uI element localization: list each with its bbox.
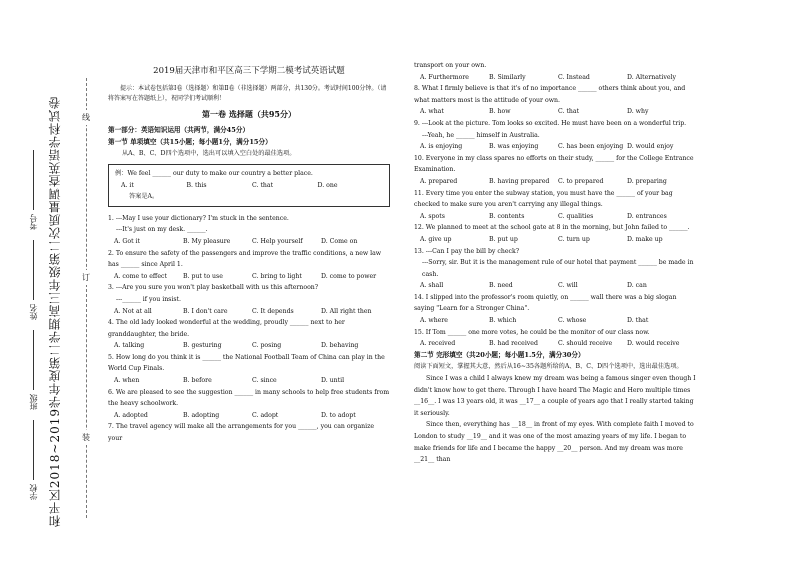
option[interactable]: A. spots	[420, 212, 445, 220]
question-text-2: ---Sorry, sir. But it is the management rule of our hotel that payment ______ be made in cash.	[422, 259, 694, 278]
question-9	[414, 118, 696, 153]
seal-dashed-line	[86, 78, 87, 518]
question-14	[414, 292, 696, 327]
option[interactable]: B. before	[183, 377, 212, 385]
option[interactable]: A. give up	[420, 235, 452, 243]
option[interactable]: C. to prepared	[558, 177, 604, 185]
option: D. one	[317, 181, 338, 189]
option[interactable]: D. make up	[627, 235, 663, 243]
question-text: 9. ---Look at the picture. Tom looks so excited. He must have been on a wonderful trip.	[414, 119, 687, 127]
seal-mark-stick: 装	[82, 430, 90, 445]
option[interactable]: D. come to power	[321, 272, 377, 280]
option[interactable]: D. entrances	[627, 212, 667, 220]
field-id[interactable]: 考号	[28, 150, 39, 230]
option[interactable]: C. posing	[252, 342, 282, 350]
option[interactable]: C. turn up	[558, 235, 590, 243]
option[interactable]: D. to adopt	[321, 411, 356, 419]
example-answer: 答案是A。	[129, 193, 159, 201]
option[interactable]: D. why	[627, 108, 649, 116]
question-text: 7. The travel agency will make all the arrangements for you ______, you can organize your	[108, 423, 375, 443]
question-text-2: ---Yeah, he ______ himself in Australia.	[422, 131, 540, 139]
right-column	[414, 60, 696, 466]
option[interactable]: A. Got it	[114, 237, 140, 245]
part-one-title: 第一卷 选择题（共95分）	[202, 108, 296, 119]
option[interactable]: B. Similarly	[489, 73, 526, 81]
option[interactable]: A. Furthermore	[420, 73, 469, 81]
exam-note: 提示：本试卷包括第Ⅰ卷（选择题）和第Ⅱ卷（非选择题）两部分，共130分。考试时间100分钟。（请将答案写在答题纸上），祝同学们考试顺利！	[108, 84, 387, 102]
question-options	[108, 271, 390, 283]
option[interactable]: A. prepared	[420, 177, 458, 185]
option[interactable]: C. since	[252, 377, 277, 385]
question-text: 1. ---May I use your dictionary? I'm stuck in the sentence.	[108, 214, 289, 222]
option[interactable]: B. My pleasure	[183, 237, 231, 245]
question-5	[108, 352, 390, 387]
question-11	[414, 188, 696, 223]
option[interactable]: C. will	[558, 282, 578, 290]
question-text: 8. What I firmly believe is that it's of no importance ______ others think about you, and what matters most is the attitude of your own.	[414, 85, 686, 104]
question-13	[414, 246, 696, 292]
option[interactable]: C. adopt	[252, 411, 279, 419]
option[interactable]: D. Alternatively	[627, 73, 676, 81]
option[interactable]: D. would enjoy	[627, 143, 674, 151]
seal-mark-line: 线	[82, 110, 90, 125]
question-text: 13. ---Can I pay the bill by check?	[414, 247, 520, 255]
option[interactable]: A. Not at all	[114, 307, 152, 315]
left-column	[108, 60, 390, 445]
question-15	[414, 327, 696, 350]
question-options	[414, 141, 696, 153]
question-4	[108, 317, 390, 352]
question-options	[414, 338, 696, 350]
field-school[interactable]: 学校	[28, 420, 39, 500]
field-name[interactable]: 姓名	[28, 240, 39, 320]
question-text: 4. The old lady looked wonderful at the wedding, proudly ______ next to her granddaughter, the bride.	[108, 319, 345, 338]
question-8	[414, 83, 696, 118]
option[interactable]: B. having prepared	[489, 177, 550, 185]
question-options	[414, 211, 696, 223]
question-10	[414, 153, 696, 188]
binding-margin	[0, 0, 100, 562]
question-1	[108, 213, 390, 248]
question-text: 15. If Tom ______ one more votes, he could be the monitor of our class now.	[414, 328, 650, 336]
question-7-options	[414, 72, 696, 84]
section-one-heading: 第一部分：英语知识运用（共两节，满分45分）	[108, 126, 250, 135]
seal-mark-bind: 订	[82, 270, 90, 285]
question-text: 3. ---Are you sure you won't play basketball with us this afternoon?	[108, 284, 319, 292]
option[interactable]: B. adopting	[183, 411, 220, 419]
option[interactable]: B. how	[489, 108, 511, 116]
option[interactable]: A. received	[420, 340, 456, 348]
question-options	[108, 306, 390, 318]
option[interactable]: A. when	[114, 377, 140, 385]
question-7-continued: transport on your own.	[414, 62, 487, 69]
passage-paragraph-1: Since I was a child I always knew my dream was being a famous singer even though I didn't know how to get there. Through I have heard The Magic and Hero multiple times __16__. I was 13 years old, it was __17__ a couple of years ago that I really started taking it seriously.	[414, 375, 696, 417]
passage-paragraph-2: Since then, everything has __18__ in front of my eyes. With complete faith I moved to London to study __19__ and it was one of the most amazing years of my life. I began to make friends for life and I became the happy __20__ person. And my dream was more __21__ than	[414, 421, 694, 464]
section-two-instructions: 阅读下面短文，掌握其大意，然后从16~35各题所给的A、B、C、D四个选项中，选出最佳选项。	[414, 363, 683, 371]
question-options	[414, 315, 696, 327]
example-options	[115, 180, 383, 192]
option[interactable]: D. can	[627, 282, 647, 290]
question-text: 5. How long do you think it is ______ the National Football Team of China can play in the World Cup Finals.	[108, 353, 385, 373]
field-class[interactable]: 班级	[28, 330, 39, 410]
question-2	[108, 248, 390, 283]
question-options	[108, 340, 390, 352]
question-options	[414, 176, 696, 188]
option[interactable]: B. I don't care	[183, 307, 228, 315]
option[interactable]: D. behaving	[321, 342, 359, 350]
option[interactable]: D. Come on	[321, 237, 358, 245]
option[interactable]: A. what	[420, 108, 444, 116]
question-options	[414, 234, 696, 246]
question-text: 14. I slipped into the professor's room quietly, on ______ wall there was a big slogan saying "Learn for a Stronger China".	[414, 293, 677, 313]
option[interactable]: C. Help yourself	[252, 237, 303, 245]
example-box	[108, 164, 390, 207]
section-two-heading: 第二节 完形填空（共20小题；每小题1.5分，满分30分）	[414, 350, 585, 359]
question-7	[108, 421, 390, 444]
question-3	[108, 282, 390, 317]
option[interactable]: A. talking	[114, 342, 145, 350]
option[interactable]: A. is enjoying	[420, 143, 463, 151]
option[interactable]: B. was enjoying	[489, 143, 539, 151]
instructions: 从A、B、C、D四个选项中，选出可以填入空白处的最佳选项。	[122, 150, 296, 158]
question-options	[414, 106, 696, 118]
option[interactable]: B. gesturing	[183, 342, 222, 350]
option[interactable]: B. contents	[489, 212, 525, 220]
option[interactable]: A. shall	[420, 282, 444, 290]
option: B. this	[186, 181, 207, 189]
question-text: 11. Every time you enter the subway station, you must have the ______ of your bag checked to make sure you aren't carrying any illegal things.	[414, 189, 673, 209]
option[interactable]: B. need	[489, 282, 513, 290]
option[interactable]: B. put to use	[183, 272, 223, 280]
option[interactable]: C. It depends	[252, 307, 294, 315]
question-12	[414, 222, 696, 245]
option[interactable]: A. where	[420, 317, 448, 325]
option: A. it	[121, 181, 134, 189]
question-text: 10. Everyone in my class spares no efforts on their study, ______ for the College Entrance Examination.	[414, 154, 694, 174]
question-text: 12. We planned to meet at the school gate at 8 in the morning, but John failed to ______.	[414, 224, 690, 232]
option[interactable]: D. All right then	[321, 307, 372, 315]
question-options	[108, 375, 390, 387]
option[interactable]: C. qualities	[558, 212, 594, 220]
option[interactable]: D. would receive	[627, 340, 680, 348]
option[interactable]: B. put up	[489, 235, 518, 243]
option[interactable]: B. which	[489, 317, 517, 325]
option[interactable]: C. bring to light	[252, 272, 302, 280]
example-question: 例：We feel ______ our duty to make our country a better place.	[115, 169, 313, 177]
option[interactable]: D. until	[321, 377, 345, 385]
document-title: 2019届天津市和平区高三下学期二模考试英语试题	[153, 66, 345, 76]
option[interactable]: C. Instead	[558, 73, 590, 81]
question-options	[414, 280, 696, 292]
question-options	[108, 236, 390, 248]
option[interactable]: A. come to effect	[114, 272, 167, 280]
option: C. that	[252, 181, 274, 189]
option[interactable]: D. that	[627, 317, 649, 325]
option[interactable]: C. has been enjoying	[558, 143, 624, 151]
question-text-2: ---It's just on my desk. ______.	[116, 226, 208, 234]
option[interactable]: B. had received	[489, 340, 538, 348]
section-one-a-heading: 第一节 单项填空（共15小题；每小题1分，满分15分）	[108, 137, 272, 146]
question-text: 6. We are pleased to see the suggestion ______ in many schools to help free students from the heavy schoolwork.	[108, 388, 390, 408]
option[interactable]: A. adopted	[114, 411, 148, 419]
question-6	[108, 387, 390, 422]
option[interactable]: C. that	[558, 108, 580, 116]
exam-vertical-title: 和平区2018~2019学年度第二学期高三年级第二次质量调查英语学科试卷	[48, 96, 62, 528]
question-text: 2. To ensure the safety of the passengers and improve the traffic conditions, a new law has ______ since April 1.	[108, 249, 382, 269]
option[interactable]: C. should receive	[558, 340, 613, 348]
option[interactable]: C. whose	[558, 317, 587, 325]
question-options	[108, 410, 390, 422]
option[interactable]: D. preparing	[627, 177, 667, 185]
question-text-2: ---______ if you insist.	[116, 295, 181, 303]
